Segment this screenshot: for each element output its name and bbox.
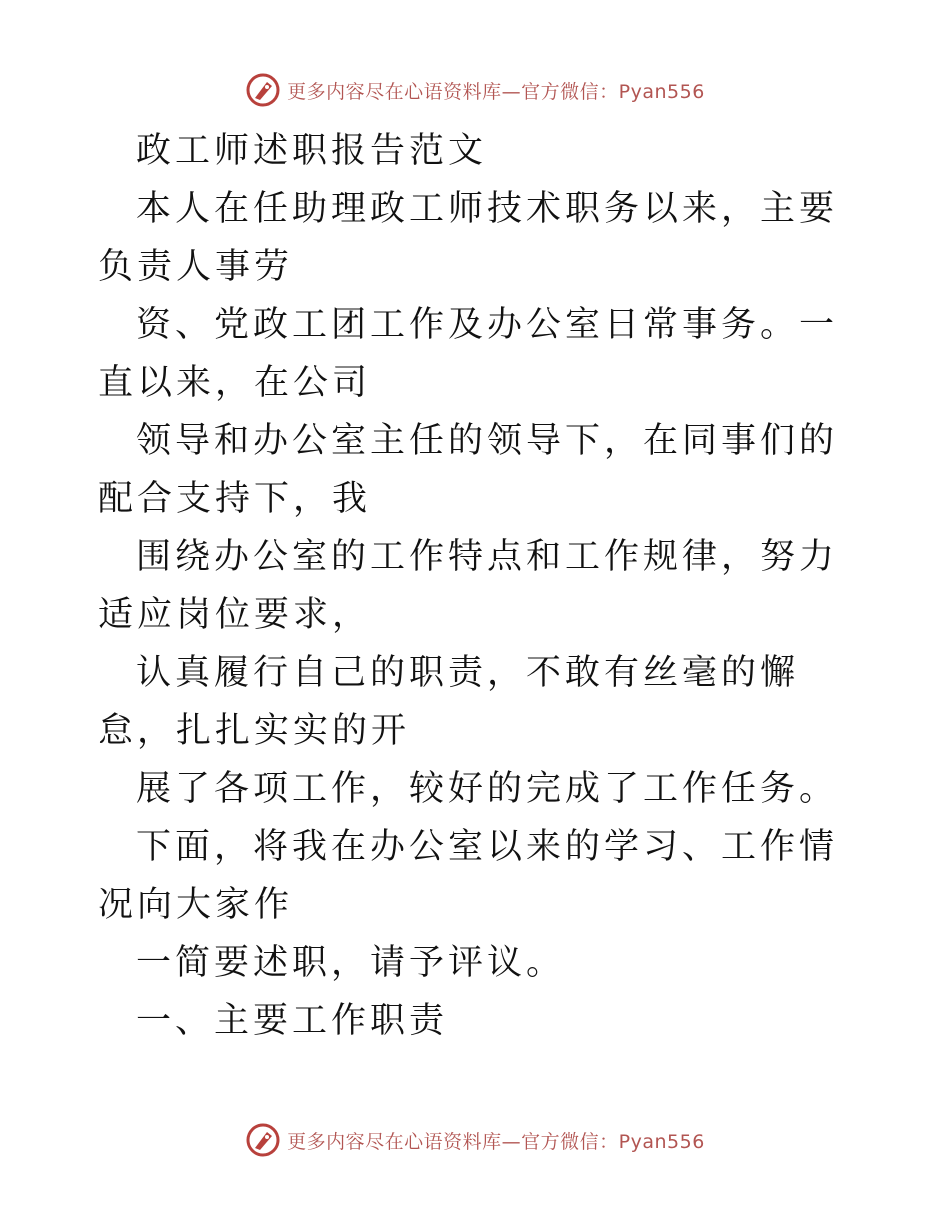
paragraph: 围绕办公室的工作特点和工作规律，努力适应岗位要求， xyxy=(98,537,839,635)
paragraph: 一简要述职，请予评议。 xyxy=(136,943,566,983)
document-title: 政工师述职报告范文 xyxy=(136,131,488,171)
watermark-text: 更多内容尽在心语资料库—官方微信：Pyan556 xyxy=(287,1130,705,1153)
paragraph: 资、党政工团工作及办公室日常事务。一直以来，在公司 xyxy=(98,305,839,403)
header-watermark-banner xyxy=(0,70,950,110)
pen-nib-logo-icon xyxy=(245,72,281,108)
paragraph: 认真履行自己的职责，不敢有丝毫的懈怠，扎扎实实的开 xyxy=(98,653,800,751)
document-body xyxy=(98,122,858,1050)
paragraph: 本人在任助理政工师技术职务以来，主要负责人事劳 xyxy=(98,189,839,287)
watermark-text: 更多内容尽在心语资料库—官方微信：Pyan556 xyxy=(287,80,705,103)
footer-watermark-banner xyxy=(0,1120,950,1160)
paragraph: 下面，将我在办公室以来的学习、工作情况向大家作 xyxy=(98,827,839,925)
paragraph: 展了各项工作，较好的完成了工作任务。 xyxy=(136,769,839,809)
pen-nib-logo-icon xyxy=(245,1122,281,1158)
section-heading: 一、主要工作职责 xyxy=(136,1001,449,1041)
paragraph: 领导和办公室主任的领导下，在同事们的配合支持下，我 xyxy=(98,421,839,519)
